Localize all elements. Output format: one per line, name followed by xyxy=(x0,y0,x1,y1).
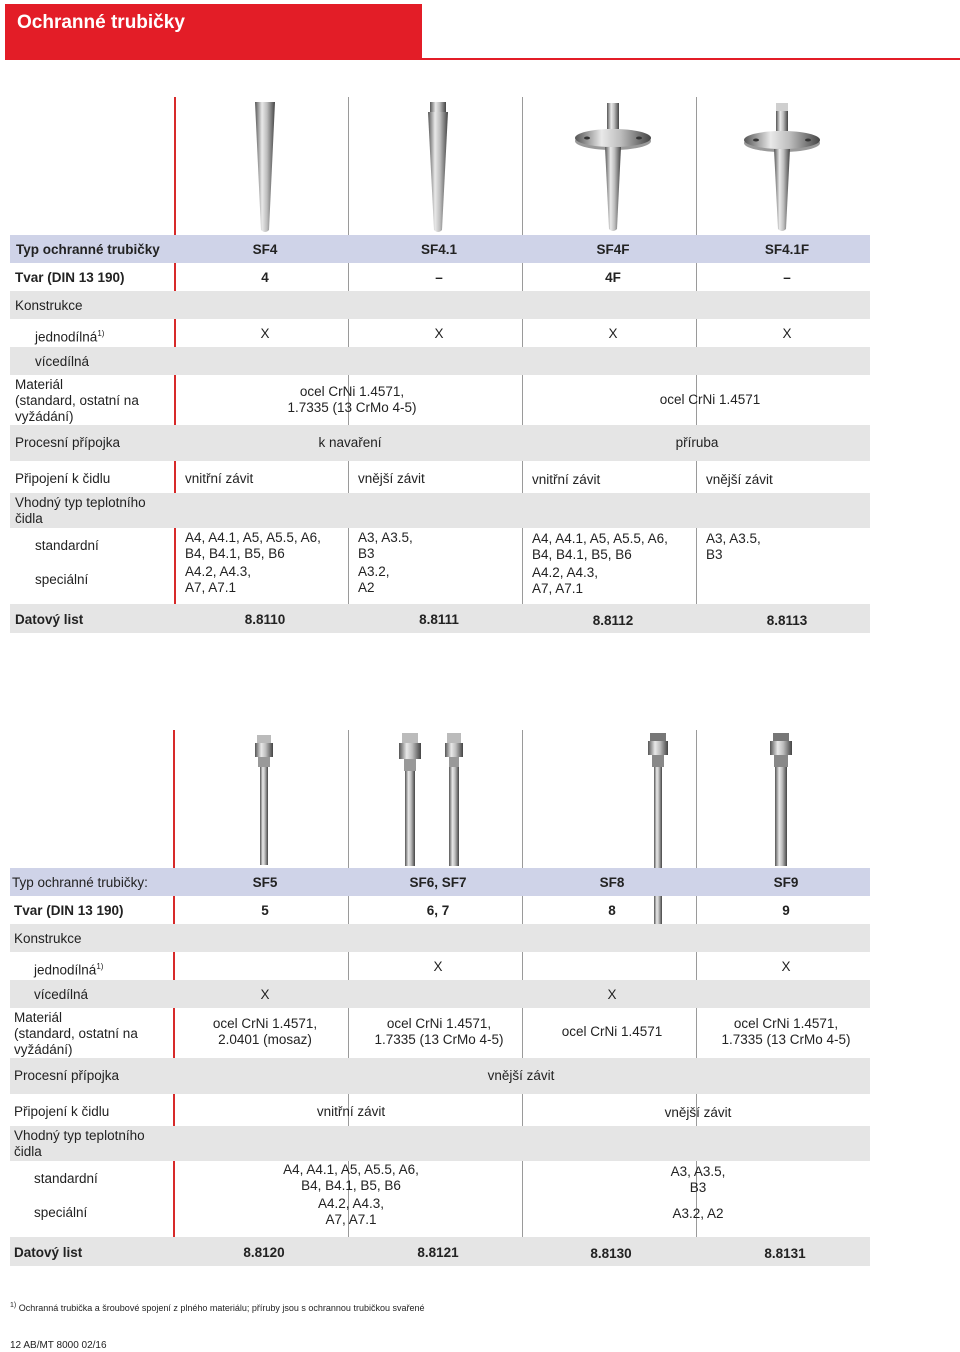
datasheet-number: 8.8120 xyxy=(243,1245,285,1260)
standard-row xyxy=(10,1161,870,1195)
type-label: Typ ochranné trubičky xyxy=(16,242,160,257)
multi-part-row xyxy=(10,347,870,375)
shape-label: Tvar (DIN 13 190) xyxy=(14,903,124,918)
product-photo-sf5 xyxy=(252,735,276,867)
mark: X xyxy=(433,959,443,974)
connection-row xyxy=(10,463,870,493)
model-name: SF4.1 xyxy=(420,242,458,257)
shape-value: 8 xyxy=(608,903,616,918)
sensor-header-row xyxy=(10,493,870,528)
datasheet-number: 8.8110 xyxy=(244,612,286,627)
multi-part-label: vícedílná xyxy=(34,987,89,1002)
model-name: SF5 xyxy=(252,875,278,890)
mark: X xyxy=(781,959,791,974)
footnote: $^{1)}$ Ochranná trubička a šroubové spojení z plného materiálu; příruby jsou s ochrannou trubičkou svařené xyxy=(10,1302,425,1313)
standard-value: A3, A3.5, B3 xyxy=(358,530,413,561)
datasheet-number: 8.8130 xyxy=(590,1246,632,1261)
special-label: speciální xyxy=(35,572,89,587)
special-value: A4.2, A4.3, A7, A7.1 xyxy=(317,1196,385,1227)
material-value: ocel CrNi 1.4571, 1.7335 (13 CrMo 4-5) xyxy=(721,1016,851,1047)
standard-value: A3, A3.5, B3 xyxy=(670,1164,726,1195)
sensor-label: Vhodný typ teplotního čidla xyxy=(14,1128,145,1159)
single-part-label: jednodílná$^{1)}$ xyxy=(34,962,104,978)
model-name: SF6, SF7 xyxy=(409,875,467,890)
special-row xyxy=(10,562,870,596)
model-name: SF9 xyxy=(773,875,799,890)
special-label: speciální xyxy=(34,1205,88,1220)
type-row xyxy=(10,235,870,263)
shape-value: – xyxy=(435,270,443,285)
datasheet-number: 8.8131 xyxy=(764,1246,806,1261)
connection-value: vnitřní závit xyxy=(185,471,254,486)
process-row xyxy=(10,425,870,461)
shape-value: 5 xyxy=(261,903,269,918)
special-value: A3.2, A2 xyxy=(672,1206,724,1221)
special-row xyxy=(10,1195,870,1229)
connection-value: vnější závit xyxy=(664,1105,732,1120)
single-part-row xyxy=(10,319,870,347)
connection-value: vnější závit xyxy=(358,471,425,486)
product-photo-sf7 xyxy=(443,733,465,868)
connection-label: Připojení k čidlu xyxy=(14,1104,110,1119)
shape-value: 6, 7 xyxy=(426,903,450,918)
connection-value: vnitřní závit xyxy=(316,1104,386,1119)
special-value: A3.2, A2 xyxy=(358,564,390,595)
standard-value: A3, A3.5, B3 xyxy=(706,531,761,562)
construction-row xyxy=(10,924,870,952)
material-label: Materiál (standard, ostatní na vyžádání) xyxy=(15,377,139,424)
product-photo-sf4-1f xyxy=(742,103,822,233)
connection-value: vnější závit xyxy=(706,472,773,487)
shape-row xyxy=(10,896,870,924)
construction-label: Konstrukce xyxy=(14,931,82,946)
page-header-bar xyxy=(5,4,422,60)
process-value: k navaření xyxy=(318,435,382,450)
standard-label: standardní xyxy=(35,538,99,553)
mark: X xyxy=(782,326,792,341)
datasheet-number: 8.8121 xyxy=(417,1245,459,1260)
mark: X xyxy=(434,326,444,341)
material-row xyxy=(10,375,870,425)
datasheet-number: 8.8112 xyxy=(592,613,634,628)
multi-part-label: vícedílná xyxy=(35,354,90,369)
connection-value: vnitřní závit xyxy=(532,472,601,487)
material-value: ocel CrNi 1.4571 xyxy=(561,1024,663,1039)
product-photo-sf4-1 xyxy=(423,100,453,235)
mark: X xyxy=(260,987,270,1002)
product-photo-sf4 xyxy=(250,100,280,235)
process-label: Procesní přípojka xyxy=(14,1068,120,1083)
standard-row xyxy=(10,528,870,562)
model-name: SF8 xyxy=(599,875,625,890)
construction-label: Konstrukce xyxy=(15,298,83,313)
standard-label: standardní xyxy=(34,1171,98,1186)
shape-value: 4 xyxy=(261,270,269,285)
special-value: A4.2, A4.3, A7, A7.1 xyxy=(532,565,599,596)
sensor-header-row xyxy=(10,1126,870,1161)
single-part-label: jednodílná$^{1)}$ xyxy=(35,329,105,345)
process-value: vnější závit xyxy=(487,1068,555,1083)
product-photo-sf4f xyxy=(573,103,653,233)
datasheet-row xyxy=(10,604,870,633)
material-row xyxy=(10,1008,870,1058)
model-name: SF4 xyxy=(252,242,278,257)
material-value: ocel CrNi 1.4571, 2.0401 (mosaz) xyxy=(212,1016,318,1047)
standard-value: A4, A4.1, A5, A5.5, A6, B4, B4.1, B5, B6 xyxy=(532,531,668,562)
type-label: Typ ochranné trubičky: xyxy=(12,875,148,890)
standard-value: A4, A4.1, A5, A5.5, A6, B4, B4.1, B5, B6 xyxy=(283,1162,419,1193)
product-photo-sf6 xyxy=(398,733,422,868)
shape-value: – xyxy=(783,270,791,285)
shape-value: 9 xyxy=(782,903,790,918)
process-row xyxy=(10,1058,870,1094)
page-footer: 12 AB/MT 8000 02/16 xyxy=(10,1340,107,1351)
single-part-row xyxy=(10,952,870,980)
shape-row xyxy=(10,263,870,291)
process-label: Procesní přípojka xyxy=(15,435,121,450)
datasheet-label: Datový list xyxy=(15,612,84,627)
material-value: ocel CrNi 1.4571, 1.7335 (13 CrMo 4-5) xyxy=(287,384,417,415)
standard-value: A4, A4.1, A5, A5.5, A6, B4, B4.1, B5, B6 xyxy=(185,530,321,561)
connection-label: Připojení k čidlu xyxy=(15,471,111,486)
mark: X xyxy=(260,326,270,341)
material-label: Materiál (standard, ostatní na vyžádání) xyxy=(14,1010,138,1057)
header-rule xyxy=(422,58,960,60)
connection-row xyxy=(10,1096,870,1126)
sensor-label: Vhodný typ teplotního čidla xyxy=(15,495,146,526)
page-title: Ochranné trubičky xyxy=(17,12,185,33)
datasheet-row xyxy=(10,1237,870,1266)
multi-part-row xyxy=(10,980,870,1008)
material-value: ocel CrNi 1.4571, 1.7335 (13 CrMo 4-5) xyxy=(374,1016,504,1047)
datasheet-label: Datový list xyxy=(14,1245,83,1260)
shape-value: 4F xyxy=(605,270,621,285)
type-row xyxy=(10,868,870,896)
product-photo-sf9 xyxy=(768,733,794,868)
construction-row xyxy=(10,291,870,319)
special-value: A4.2, A4.3, A7, A7.1 xyxy=(185,564,252,595)
datasheet-number: 8.8113 xyxy=(766,613,808,628)
material-value: ocel CrNi 1.4571 xyxy=(659,392,761,407)
shape-label: Tvar (DIN 13 190) xyxy=(15,270,125,285)
model-name: SF4.1F xyxy=(764,242,810,257)
process-value: příruba xyxy=(675,435,719,450)
model-name: SF4F xyxy=(596,242,630,257)
mark: X xyxy=(607,987,617,1002)
datasheet-number: 8.8111 xyxy=(419,612,459,627)
mark: X xyxy=(608,326,618,341)
